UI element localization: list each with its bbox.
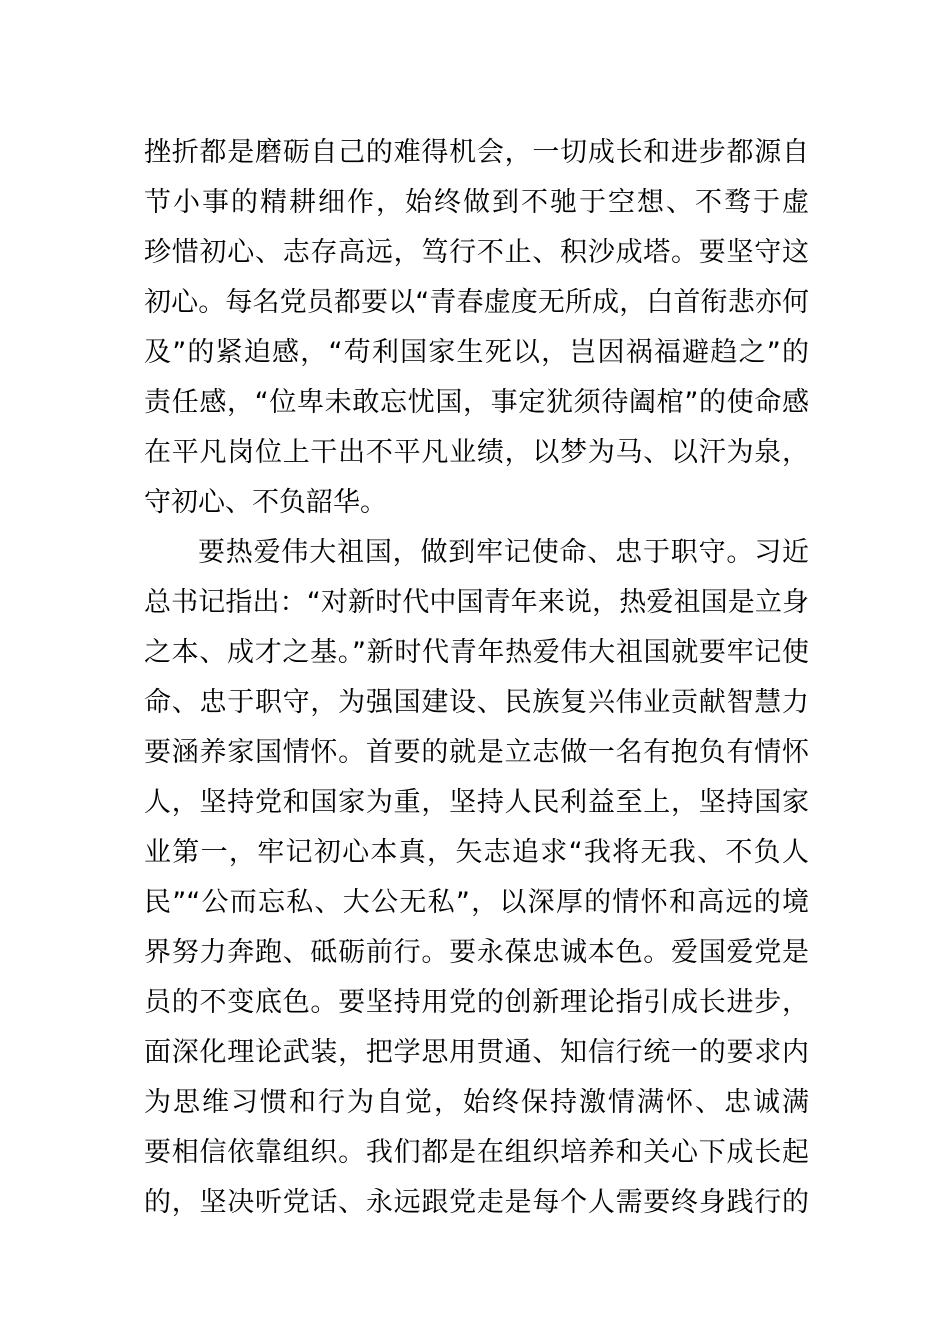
text-line: 民”“公而忘私、大公无私”，以深厚的情怀和高远的境 bbox=[144, 887, 809, 918]
text-line: 的，坚决听党话、永远跟党走是每个人需要终身践行的 bbox=[144, 1187, 809, 1218]
text-line: 员的不变底色。要坚持用党的创新理论指引成长进步， bbox=[144, 987, 809, 1018]
text-line: 在平凡岗位上干出不平凡业绩，以梦为马、以汗为泉， bbox=[144, 437, 809, 468]
body-text bbox=[144, 128, 809, 1228]
text-line: 总书记指出：“对新时代中国青年来说，热爱祖国是立身 bbox=[144, 587, 809, 618]
text-line: 及”的紧迫感，“苟利国家生死以，岂因祸福避趋之”的 bbox=[144, 337, 809, 368]
text-line: 之本、成才之基。”新时代青年热爱伟大祖国就要牢记使 bbox=[144, 637, 809, 668]
text-line: 界努力奔跑、砥砺前行。要永葆忠诚本色。爱国爱党是 bbox=[144, 937, 809, 968]
text-line: 节小事的精耕细作，始终做到不驰于空想、不骛于虚 bbox=[144, 187, 809, 218]
text-line: 为思维习惯和行为自觉，始终保持激情满怀、忠诚满 bbox=[144, 1087, 809, 1118]
text-line: 守初心、不负韶华。 bbox=[144, 487, 387, 518]
text-line: 珍惜初心、志存高远，笃行不止、积沙成塔。要坚守这 bbox=[144, 237, 809, 268]
text-line: 面深化理论武装，把学思用贯通、知信行统一的要求内 bbox=[144, 1037, 809, 1068]
paragraph-first-line: 要热爱伟大祖国，做到牢记使命、忠于职守。习近 bbox=[198, 537, 809, 568]
text-line: 要涵养家国情怀。首要的就是立志做一名有抱负有情怀 bbox=[144, 737, 809, 768]
text-line: 人，坚持党和国家为重，坚持人民利益至上，坚持国家 bbox=[144, 787, 809, 818]
text-line: 要相信依靠组织。我们都是在组织培养和关心下成长起 bbox=[144, 1137, 809, 1168]
text-line: 命、忠于职守，为强国建设、民族复兴伟业贡献智慧力 bbox=[144, 687, 809, 718]
text-line: 挫折都是磨砺自己的难得机会，一切成长和进步都源自 bbox=[144, 137, 809, 168]
text-line: 初心。每名党员都要以“青春虚度无所成，白首衔悲亦何 bbox=[144, 287, 809, 318]
text-line: 业第一，牢记初心本真，矢志追求“我将无我、不负人 bbox=[144, 837, 809, 868]
text-line: 责任感，“位卑未敢忘忧国，事定犹须待阖棺”的使命感 bbox=[144, 387, 809, 418]
